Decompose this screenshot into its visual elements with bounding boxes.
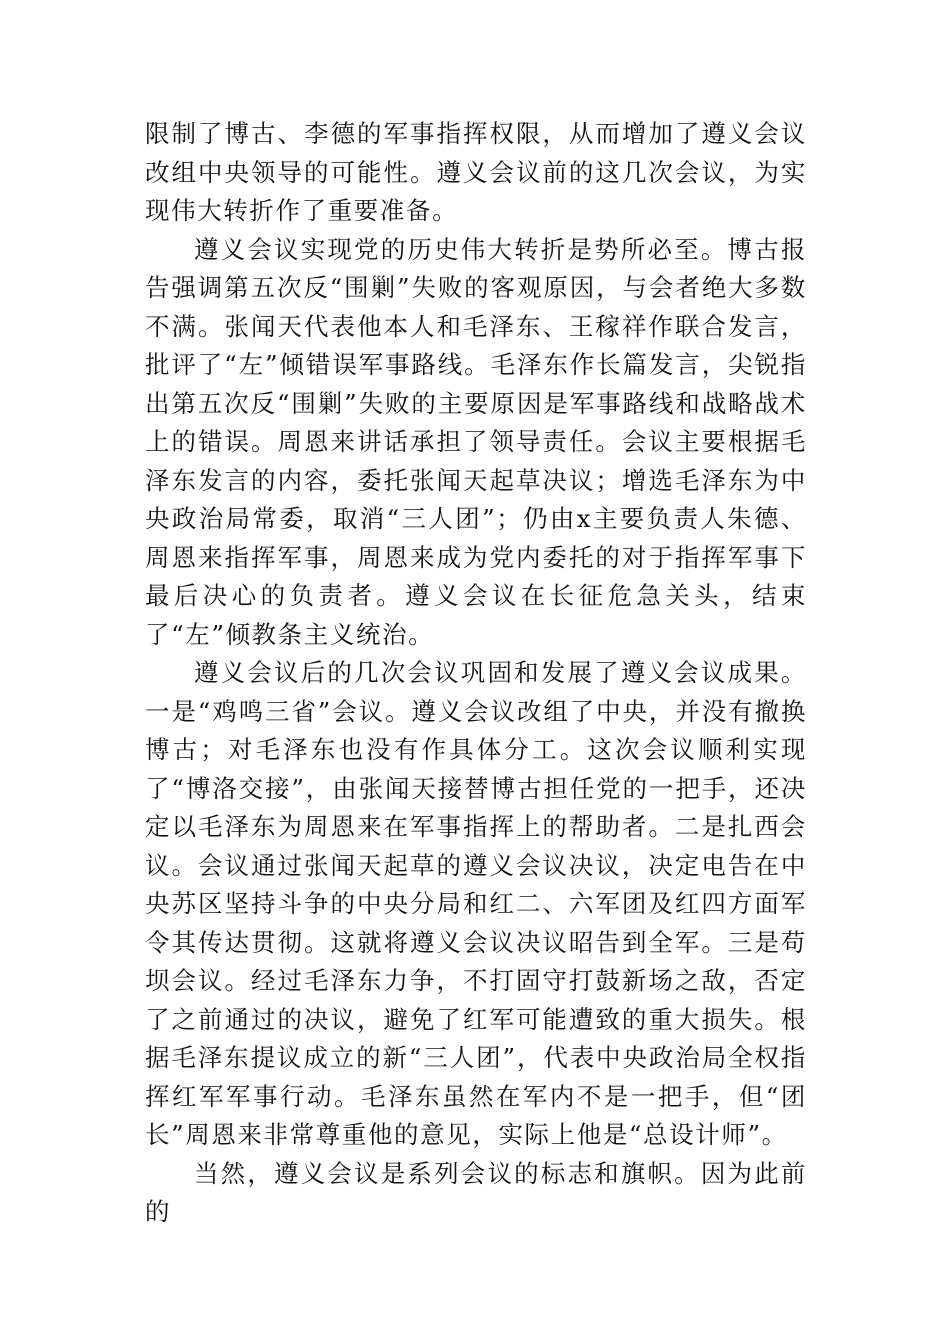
- paragraph-3: 遵义会议后的几次会议巩固和发展了遵义会议成果。一是“鸡鸣三省”会议。遵义会议改组了中央，并没有撤换博古；对毛泽东也没有作具体分工。这次会议顺利实现了“博洛交接”，由张闻天接替博古担任党的一把手，还决定以毛泽东为周恩来在军事指挥上的帮助者。二是扎西会议。会议通过张闻天起草的遵义会议决议，决定电告在中央苏区坚持斗争的中央分局和红二、六军团及红四方面军令其传达贯彻。这就将遵义会议决议昭告到全军。三是苟坝会议。经过毛泽东力争，不打固守打鼓新场之敌，否定了之前通过的决议，避免了红军可能遭致的重大损失。根据毛泽东提议成立的新“三人团”，代表中央政治局全权指挥红军军事行动。毛泽东虽然在军内不是一把手，但“团长”周恩来非常尊重他的意见，实际上他是“总设计师”。: [145, 658, 807, 1149]
- paragraph-1: 限制了博古、李德的军事指挥权限，从而增加了遵义会议改组中央领导的可能性。遵义会议前的这几次会议，为实现伟大转折作了重要准备。: [145, 119, 807, 225]
- body-text: [145, 115, 807, 1232]
- paragraph-2: 遵义会议实现党的历史伟大转折是势所必至。博古报告强调第五次反“围剿”失败的客观原因，与会者绝大多数不满。张闻天代表他本人和毛泽东、王稼祥作联合发言，批评了“左”倾错误军事路线。毛泽东作长篇发言，尖锐指出第五次反“围剿”失败的主要原因是军事路线和战略战术上的错误。周恩来讲话承担了领导责任。会议主要根据毛泽东发言的内容，委托张闻天起草决议；增选毛泽东为中央政治局常委，取消“三人团”；仍由x主要负责人朱德、周恩来指挥军事，周恩来成为党内委托的对于指挥军事下最后决心的负责者。遵义会议在长征危急关头，结束了“左”倾教条主义统治。: [145, 234, 807, 649]
- paragraph-4: 当然，遵义会议是系列会议的标志和旗帜。因为此前的: [145, 1158, 807, 1226]
